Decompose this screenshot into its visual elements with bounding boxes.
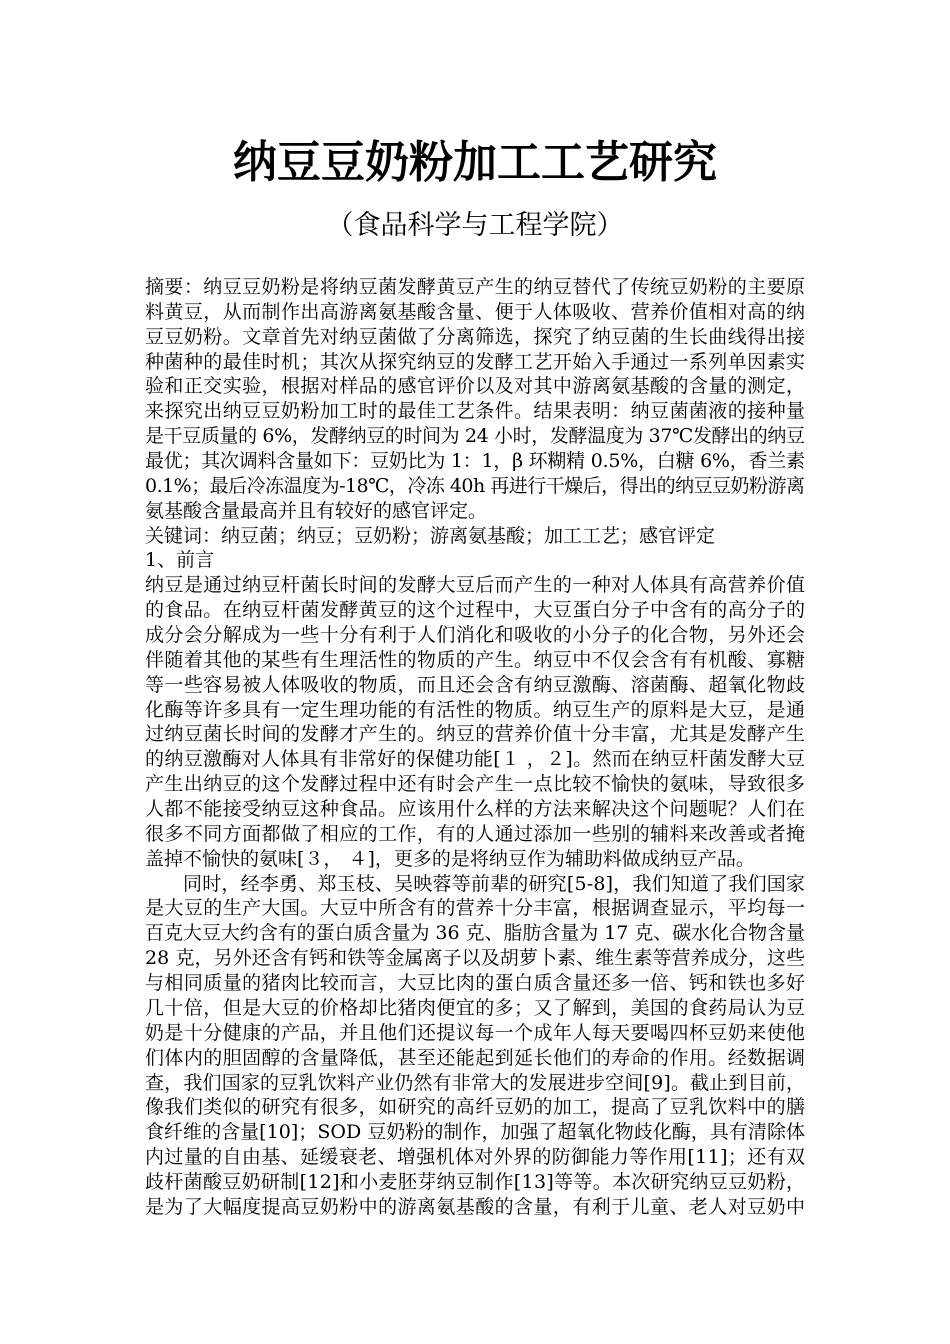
- abstract-line: 是干豆质量的 6%，发酵纳豆的时间为 24 小时，发酵温度为 37℃发酵出的纳豆: [145, 425, 805, 448]
- paragraph-line: 化酶等许多具有一定生理功能的有活性的物质。纳豆生产的原料是大豆，是通: [145, 698, 806, 721]
- document-title: 纳豆豆奶粉加工工艺研究: [233, 137, 717, 188]
- abstract-line: 验和正交实验，根据对样品的感官评价以及对其中游离氨基酸的含量的测定，: [145, 375, 806, 398]
- paragraph-line: 很多不同方面都做了相应的工作，有的人通过添加一些别的辅料来改善或者掩: [145, 822, 806, 845]
- section-heading-introduction: 1、前言: [145, 549, 215, 572]
- paragraph-line: 查，我们国家的豆乳饮料产业仍然有非常大的发展进步空间[9]。截止到目前，: [145, 1071, 806, 1094]
- abstract-line: 氨基酸含量最高并且有较好的感官评定。: [145, 499, 488, 522]
- paragraph-line: 产生出纳豆的这个发酵过程中还有时会产生一点比较不愉快的氨味，导致很多: [145, 773, 806, 796]
- paragraph-line: 过纳豆菌长时间的发酵才产生的。纳豆的营养价值十分丰富，尤其是发酵产生: [145, 723, 806, 746]
- abstract-line: 最优；其次调料含量如下：豆奶比为 1：1，β 环糊精 0.5%，白糖 6%，香兰素: [145, 450, 805, 473]
- paragraph-line: 百克大豆大约含有的蛋白质含量为 36 克、脂肪含量为 17 克、碳水化合物含量: [145, 922, 805, 945]
- abstract-line: 0.1%；最后冷冻温度为-18℃，冷冻 40h 再进行干燥后，得出的纳豆豆奶粉游离: [145, 474, 805, 497]
- paragraph-line: 盖掉不愉快的氨味[３， ４]，更多的是将纳豆作为辅助料做成纳豆产品。: [145, 847, 755, 870]
- introduction-paragraph-2: [145, 872, 805, 1220]
- paragraph-line: 的纳豆激酶对人体具有非常好的保健功能[１ ，２]。然而在纳豆杆菌发酵大豆: [145, 748, 806, 771]
- paragraph-line: 伴随着其他的某些有生理活性的物质的产生。纳豆中不仅会含有有机酸、寡糖: [145, 648, 806, 671]
- paragraph-line: 与相同质量的猪肉比较而言，大豆比肉的蛋白质含量还多一倍、钙和铁也多好: [145, 972, 806, 995]
- paragraph-line: 人都不能接受纳豆这种食品。应该用什么样的方法来解决这个问题呢？人们在: [145, 798, 806, 821]
- paragraph-line: 是为了大幅度提高豆奶粉中的游离氨基酸的含量，有利于儿童、老人对豆奶中: [145, 1195, 806, 1218]
- paragraph-line: 成分会分解成为一些十分有利于人们消化和吸收的小分子的化合物，另外还会: [145, 624, 806, 647]
- abstract-line: 豆豆奶粉。文章首先对纳豆菌做了分离筛选，探究了纳豆菌的生长曲线得出接: [145, 325, 806, 348]
- paragraph-line: 食纤维的含量[10]；SOD 豆奶粉的制作，加强了超氧化物歧化酶，具有清除体: [145, 1121, 806, 1144]
- paragraph-line: 的食品。在纳豆杆菌发酵黄豆的这个过程中，大豆蛋白分子中含有的高分子的: [145, 599, 806, 622]
- paragraph-line: 28 克，另外还含有钙和铁等金属离子以及胡萝卜素、维生素等营养成分，这些: [145, 947, 806, 970]
- keywords: 关键词：纳豆菌；纳豆；豆奶粉；游离氨基酸；加工工艺；感官评定: [145, 524, 716, 547]
- abstract-line: 种菌种的最佳时机；其次从探究纳豆的发酵工艺开始入手通过一系列单因素实: [145, 350, 806, 373]
- paragraph-line: 同时，经李勇、郑玉枝、吴映蓉等前辈的研究[5-8]，我们知道了我们国家: [183, 872, 806, 895]
- abstract-line: 来探究出纳豆豆奶粉加工时的最佳工艺条件。结果表明：纳豆菌菌液的接种量: [145, 400, 806, 423]
- abstract: [145, 275, 805, 524]
- paragraph-line: 是大豆的生产大国。大豆中所含有的营养十分丰富，根据调查显示，平均每一: [145, 897, 806, 920]
- paragraph-line: 内过量的自由基、延缓衰老、增强机体对外界的防御能力等作用[11]；还有双: [145, 1146, 806, 1169]
- paragraph-line: 纳豆是通过纳豆杆菌长时间的发酵大豆后而产生的一种对人体具有高营养价值: [145, 574, 806, 597]
- paragraph-line: 们体内的胆固醇的含量降低，甚至还能起到延长他们的寿命的作用。经数据调: [145, 1046, 806, 1069]
- document-body: [145, 275, 805, 1220]
- paragraph-line: 奶是十分健康的产品，并且他们还提议每一个成年人每天要喝四杯豆奶来使他: [145, 1021, 806, 1044]
- paragraph-line: 像我们类似的研究有很多，如研究的高纤豆奶的加工，提高了豆乳饮料中的膳: [145, 1096, 806, 1119]
- introduction-paragraph-1: [145, 573, 805, 871]
- abstract-line: 料黄豆，从而制作出高游离氨基酸含量、便于人体吸收、营养价值相对高的纳: [145, 300, 806, 323]
- abstract-line: 摘要：纳豆豆奶粉是将纳豆菌发酵黄豆产生的纳豆替代了传统豆奶粉的主要原: [145, 276, 806, 298]
- document-subtitle: （食品科学与工程学院）: [326, 210, 624, 241]
- paragraph-line: 歧杆菌酸豆奶研制[12]和小麦胚芽纳豆制作[13]等等。本次研究纳豆豆奶粉，: [145, 1170, 806, 1193]
- paragraph-line: 几十倍，但是大豆的价格却比猪肉便宜的多；又了解到，美国的食药局认为豆: [145, 996, 806, 1019]
- paragraph-line: 等一些容易被人体吸收的物质，而且还会含有纳豆激酶、溶菌酶、超氧化物歧: [145, 673, 806, 696]
